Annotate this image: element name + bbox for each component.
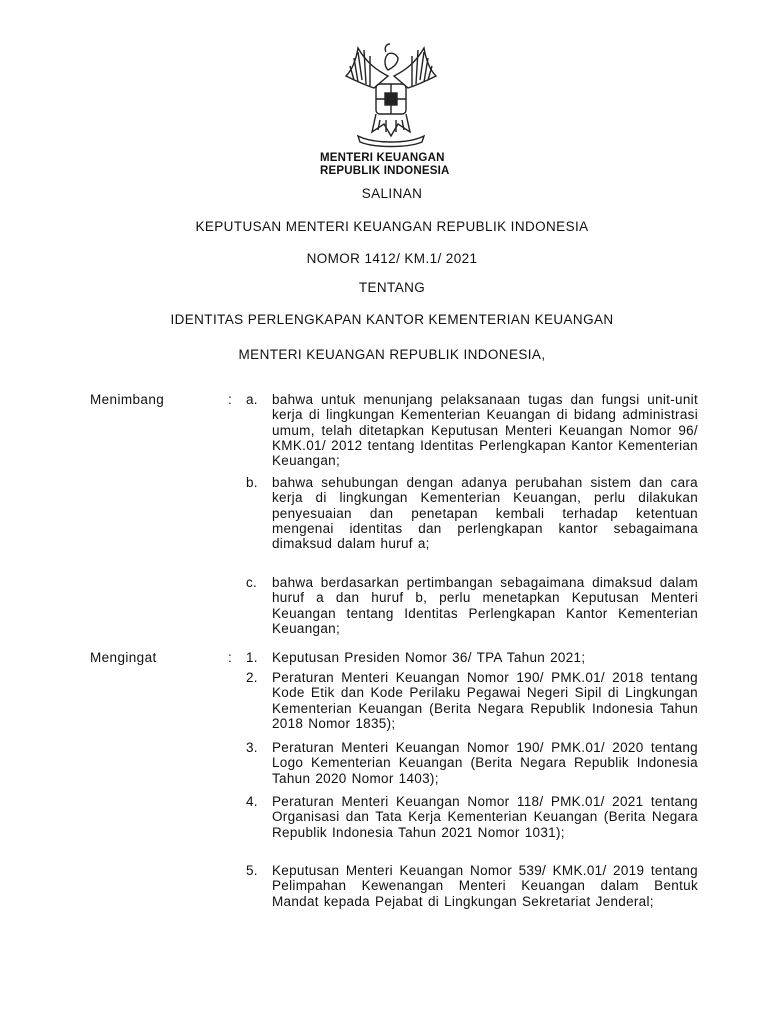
mengingat-item-marker: 5. — [246, 863, 258, 878]
menimbang-item-marker: a. — [246, 392, 258, 407]
decree-title: KEPUTUSAN MENTERI KEUANGAN REPUBLIK INDONESIA — [195, 219, 589, 234]
garuda-emblem-icon — [336, 40, 446, 148]
mengingat-item-text: Keputusan Menteri Keuangan Nomor 539/ KMK.01/ 2019 tentang Pelimpahan Kewenangan Menteri Keuangan dalam Bentuk Mandat kepada Pejabat di Lingkungan Sekretariat Jenderal; — [272, 863, 698, 909]
decree-number: NOMOR 1412/ KM.1/ 2021 — [306, 251, 478, 266]
letterhead-line-ministry: MENTERI KEUANGAN — [320, 152, 445, 164]
mengingat-colon: : — [228, 650, 232, 665]
letterhead-line-republic: REPUBLIK INDONESIA — [320, 165, 450, 177]
decree-subject: IDENTITAS PERLENGKAPAN KANTOR KEMENTERIAN KEUANGAN — [170, 312, 614, 327]
mengingat-item-text: Peraturan Menteri Keuangan Nomor 190/ PMK.01/ 2018 tentang Kode Etik dan Kode Perilaku Pegawai Negeri Sipil di Lingkungan Kementerian Keuangan (Berita Negara Republik Indonesia Tahun 2018 Nomor 1835); — [272, 670, 698, 731]
menimbang-colon: : — [228, 392, 232, 407]
mengingat-item-text: Keputusan Presiden Nomor 36/ TPA Tahun 2021; — [272, 650, 586, 665]
menimbang-item-text: bahwa untuk menunjang pelaksanaan tugas dan fungsi unit-unit kerja di lingkungan Kementerian Keuangan di bidang administrasi umum, telah ditetapkan Keputusan Menteri Keuangan Nomor 96/ KMK.01/ 2012 tentang Identitas Perlengkapan Kantor Kementerian Keuangan; — [272, 392, 698, 469]
menimbang-item-text: bahwa sehubungan dengan adanya perubahan sistem dan cara kerja di lingkungan Kementerian Keuangan, perlu dilakukan penyesuaian dan penetapan kembali terhadap ketentuan mengenai identitas dan perlengkapan kantor sebagaimana dimaksud dalam huruf a; — [272, 475, 698, 552]
mengingat-item-text: Peraturan Menteri Keuangan Nomor 118/ PMK.01/ 2021 tentang Organisasi dan Tata Kerja Kementerian Keuangan (Berita Negara Republik Indonesia Tahun 2021 Nomor 1031); — [272, 794, 698, 840]
menimbang-item-text: bahwa berdasarkan pertimbangan sebagaimana dimaksud dalam huruf a dan huruf b, perlu menetapkan Keputusan Menteri Keuangan tentang Identitas Perlengkapan Kantor Kementerian Keuangan; — [272, 575, 698, 636]
issuer-line: MENTERI KEUANGAN REPUBLIK INDONESIA, — [238, 347, 546, 362]
menimbang-item-marker: c. — [246, 575, 258, 590]
mengingat-item-text: Peraturan Menteri Keuangan Nomor 190/ PMK.01/ 2020 tentang Logo Kementerian Keuangan (Berita Negara Republik Indonesia Tahun 2020 Nomor 1403); — [272, 740, 698, 786]
mengingat-label: Mengingat — [90, 650, 157, 665]
letterhead — [320, 152, 480, 178]
tentang-label: TENTANG — [358, 280, 426, 295]
mengingat-item-marker: 2. — [246, 670, 258, 685]
salinan-label: SALINAN — [361, 186, 423, 201]
mengingat-item-marker: 4. — [246, 794, 258, 809]
mengingat-item-marker: 1. — [246, 650, 258, 665]
mengingat-item-marker: 3. — [246, 740, 258, 755]
menimbang-label: Menimbang — [90, 392, 165, 407]
menimbang-item-marker: b. — [246, 475, 258, 490]
